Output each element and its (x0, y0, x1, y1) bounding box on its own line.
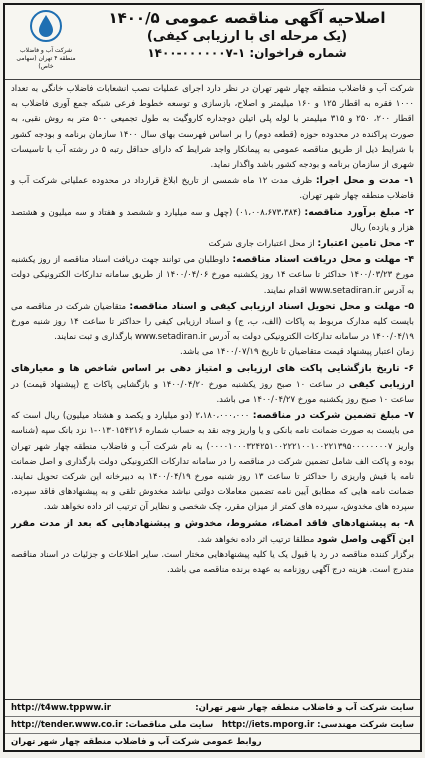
company-site-link[interactable]: http://t4ww.tppww.ir (11, 703, 111, 713)
term-heading: ۷- مبلغ تضمین شرکت در مناقصه: (252, 410, 414, 422)
term-item (11, 252, 414, 299)
national-site-link[interactable]: http://tender.www.co.ir (11, 720, 123, 730)
term-item (11, 516, 414, 548)
intro-paragraph: شرکت آب و فاضلاب منطقه چهار شهر تهران در نظر دارد اجرای عملیات نصب انشعابات فاضلاب خانگی به تعداد ۱۰۰۰ فقره به اقطار ۱۲۵ و ۱۶۰ میلیمتر و اصلاح، بازسازی و توسعه خطوط فرعی شبکه جمع آوری فاضلاب به اقطار ۲۰۰، ۲۵۰ و ۳۱۵ میلیمتر با لوله پلی اتیلن دوجداره کاروگیت به طول تجمیعی ۵۰۰ متر به روش نقبی، به صورت پراکنده در محدوده حوزه (قطعه دوم) را بر اساس فهرست بهای سال ۱۴۰۰ سازمان برنامه و بودجه کشور با شرایط ذیل از طریق مناقصه عمومی به پیمانکار واجد شرایط که دارای حداقل رتبه ۵ در رشته آب با تاسیسات شهری از سازمان برنامه و بودجه کشور باشد واگذار نماید. (11, 84, 414, 171)
ad-body (5, 80, 420, 579)
term-text: مطلقا ترتیب اثر داده نخواهد شد. (197, 534, 315, 545)
term-heading: ۶- تاریخ بازگشایی پاکت های ارزیابی و امتیاز دهی بر اساس شاخص ها و معیارهای ارزیابی کیفی (11, 362, 414, 390)
footer-row-sites (5, 717, 420, 734)
term-text: داوطلبان می توانند جهت دریافت اسناد مناقصه از روز یکشنبه مورخ ۱۴۰۰/۰۳/۲۳ حداکثر تا ساعت ۱۴ روز یکشنبه مورخ ۱۴۰۰/۰۴/۰۶ از طریق سامانه تدارکات الکترونیکی دولت به آدرس www.setadiran.ir اقدام نمایند. (11, 255, 414, 296)
company-logo (11, 9, 81, 73)
term-item (11, 173, 414, 204)
term-heading: ۱- مدت و محل اجرا: (315, 175, 415, 187)
term-heading: ۸- به پیشنهادهای فاقد امضاء، مشروط، مخدوش و پیشنهادهایی که بعد از مدت مقرر این آگهی واصل شود (11, 517, 414, 545)
ad-frame (3, 3, 422, 752)
ad-header (5, 5, 420, 80)
term-item (11, 408, 414, 515)
footer-signature: روابط عمومی شرکت آب و فاضلاب منطقه چهار شهر تهران (11, 737, 262, 747)
term-item (11, 236, 414, 252)
term-text: برگزار کننده مناقصه در رد یا قبول یک یا کلیه پیشنهادهایی مختار است. سایر اطلاعات و جزئیات در اسناد مناقصه مندرج است. هزینه درج آگهی روزنامه به عهده برنده مناقصه می باشد. (11, 550, 414, 576)
footer-row-company (5, 700, 420, 717)
term-text: زمان اعتبار پیشنهاد قیمت متقاضیان تا تاریخ ۱۴۰۰/۰۷/۱۹ می باشد. (180, 347, 414, 358)
ad-subtitle: (یک مرحله ای با ارزیابی کیفی) (146, 29, 348, 44)
term-heading: ۲- مبلغ برآورد مناقصه: (304, 206, 415, 218)
term-text: از محل اعتبارات جاری شرکت (208, 239, 315, 250)
term-item (11, 548, 414, 578)
term-heading: ۳- محل تامین اعتبار: (317, 238, 414, 250)
national-site-label: سایت ملی مناقصات: (125, 720, 214, 730)
term-text: ۲،۱۸۰،۰۰۰،۰۰۰ (دو میلیارد و یکصد و هشتاد میلیون) ریال است که می بایست به صورت ضمانت نامه بانکی و یا واریز وجه نقد به حساب شماره ۰۱۳۰۱۵۴۲۱۶-۱ نزد بانک سپه (شناسه واریز ۰۰۰۰۱۰۰۰۳۲۴۲۵۱۰۰۲۲۲۱۰۰۱۰۰۲۲۱۳۹۵۰۰۰۰۰۰۰۰۷) به نام شرکت آب و فاضلاب منطقه چهار شهر تهران بوده و پاکت الف شامل تضمین شرکت در مناقصه را در سامانه تدارکات الکترونیکی دولت بارگذاری و اصل ضمانت نامه یا فیش واریزی را حداکثر تا ساعت ۱۳ روز شنبه مورخ ۱۴۰۰/۰۴/۱۹ به دبیرخانه این شرکت تحویل نمایند. ضمانت نامه هایی که مطابق آیین نامه تضمین معاملات دولتی نباشد مخدوش تلقی و به پیشنهادهای فاقد سپرده، سپرده های مخدوش، سپرده های کمتر از میزان مقرر، چک شخصی و نظایر آن ترتیب اثر داده نخواهد شد. (11, 411, 415, 513)
term-text: متقاضیان شرکت در مناقصه می بایست کلیه مدارک مربوط به پاکات (الف، ب، ج) و اسناد ارزیابی کیفی را حداکثر تا ساعت ۱۴ روز شنبه مورخ ۱۴۰۰/۰۴/۱۹ در سامانه تدارکات الکترونیکی دولت به آدرس www.setadiran.ir بارگذاری و ثبت نمایند. (11, 301, 414, 343)
terms-list (11, 173, 414, 578)
term-item (11, 205, 414, 236)
term-item (11, 299, 414, 346)
ad-footer (5, 699, 420, 750)
company-site-label: سایت شرکت آب و فاضلاب منطقه چهار شهر تهران: (195, 703, 414, 713)
water-drop-icon (29, 9, 63, 43)
logo-text: شرکت آب و فاضلاب منطقه ۴ تهران (سهامی خاص) (16, 47, 76, 70)
term-heading: ۵- مهلت و محل تحویل اسناد ارزیابی کیفی و اسناد مناقصه: (129, 300, 414, 312)
term-text: ظرف مدت ۱۲ ماه شمسی از تاریخ ابلاغ قرارداد در محدوده عملیاتی شرکت آب و فاضلاب منطقه چهار شهر تهران. (11, 176, 414, 202)
ad-title: اصلاحیه آگهی مناقصه عمومی ۱۴۰۰/۵ (108, 9, 386, 27)
term-text: در ساعت ۱۰ صبح روز یکشنبه مورخ ۱۴۰۰/۰۴/۲۰ و بازگشایی پاکات ج (پیشنهاد قیمت) در ساعت ۱۰ صبح روز یکشنبه مورخ ۱۴۰۰/۰۴/۲۷ می باشد. (11, 379, 414, 406)
term-item (11, 345, 414, 360)
term-heading: ۴- مهلت و محل دریافت اسناد مناقصه: (232, 254, 414, 266)
engineer-site-link[interactable]: http://iets.mporg.ir (221, 720, 315, 730)
call-number: شماره فراخوان: ۱-۰۰۰۰۰۰۷-۱۴۰۰ (147, 46, 347, 60)
term-text: (۰۱،۰۰۸،۶۷۳،۳۸۴) (چهل و سه میلیارد و ششصد و هفتاد و سه میلیون و هشتصد هزار و یازده) ریال (11, 207, 414, 233)
term-item (11, 361, 414, 409)
engineer-site-label: سایت شرکت مهندسی: (317, 720, 414, 730)
